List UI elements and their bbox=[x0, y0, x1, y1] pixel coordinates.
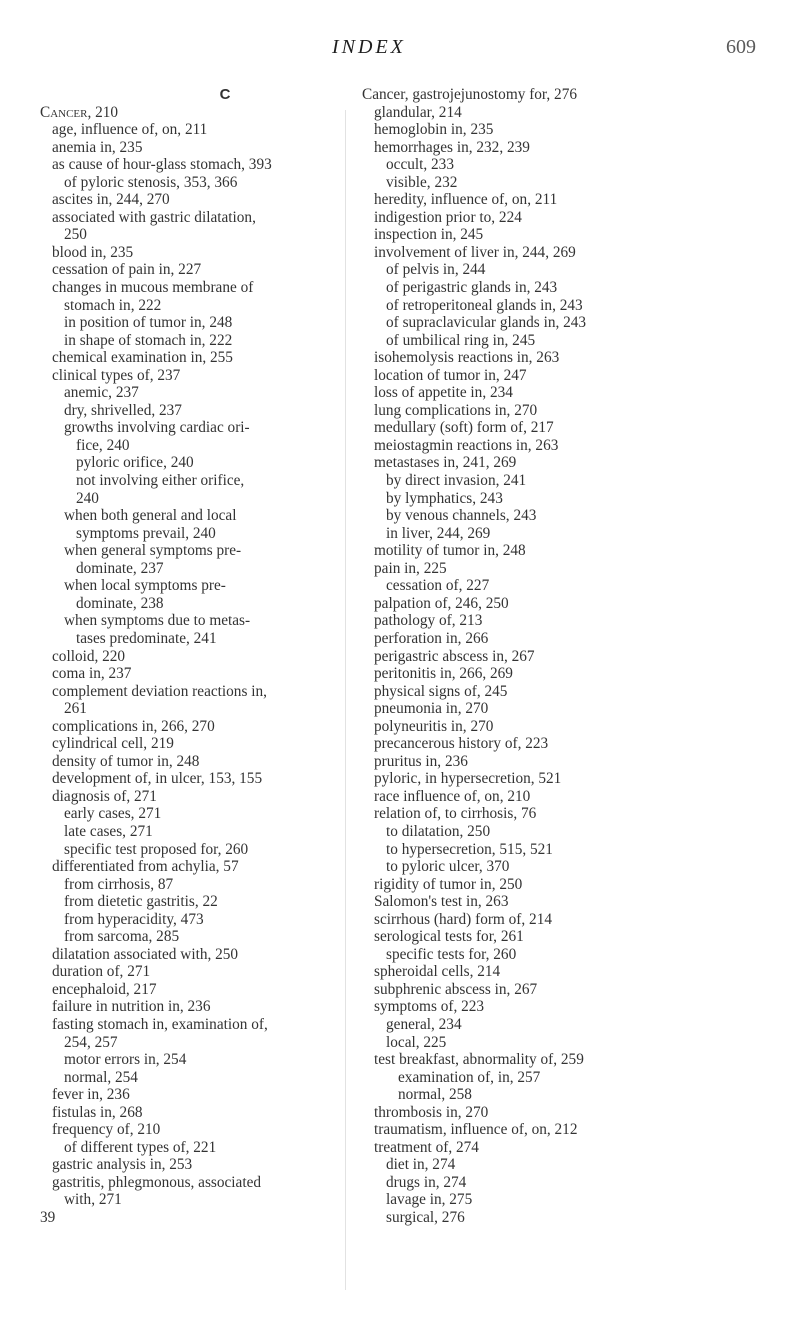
index-entry: palpation of, 246, 250 bbox=[374, 594, 509, 612]
index-entry: treatment of, 274 bbox=[374, 1138, 479, 1156]
index-entry: medullary (soft) form of, 217 bbox=[374, 419, 554, 437]
index-entry: race influence of, on, 210 bbox=[374, 787, 531, 805]
index-entry: to dilatation, 250 bbox=[386, 822, 491, 840]
index-entry: coma in, 237 bbox=[52, 665, 132, 683]
index-entry: development of, in ulcer, 153, 155 bbox=[52, 770, 263, 788]
index-entry: pain in, 225 bbox=[374, 559, 447, 577]
index-entry: peritonitis in, 266, 269 bbox=[374, 665, 513, 683]
index-entry: cessation of pain in, 227 bbox=[52, 261, 202, 279]
index-entry: from hyperacidity, 473 bbox=[64, 910, 204, 928]
index-entry: of perigastric glands in, 243 bbox=[386, 279, 558, 297]
index-entry: complications in, 266, 270 bbox=[52, 717, 215, 735]
index-entry: polyneuritis in, 270 bbox=[374, 717, 494, 735]
index-entry: of retroperitoneal glands in, 243 bbox=[386, 296, 583, 314]
index-entry: duration of, 271 bbox=[52, 963, 151, 981]
index-entry: relation of, to cirrhosis, 76 bbox=[374, 805, 537, 823]
index-entry: pneumonia in, 270 bbox=[374, 700, 489, 718]
index-entry: precancerous history of, 223 bbox=[374, 735, 549, 753]
index-entry: glandular, 214 bbox=[374, 103, 462, 121]
index-entry: of supraclavicular glands in, 243 bbox=[386, 314, 587, 332]
index-entry: serological tests for, 261 bbox=[374, 928, 524, 946]
index-entry: anemic, 237 bbox=[64, 384, 139, 402]
column-divider bbox=[345, 110, 346, 1290]
index-entry: Salomon's test in, 263 bbox=[374, 893, 509, 911]
index-entry: from cirrhosis, 87 bbox=[64, 875, 174, 893]
index-entry: pyloric, in hypersecretion, 521 bbox=[374, 770, 562, 788]
index-entry: subphrenic abscess in, 267 bbox=[374, 980, 538, 998]
index-entry: examination of, in, 257 bbox=[398, 1068, 541, 1086]
index-entry: indigestion prior to, 224 bbox=[374, 208, 522, 226]
index-entry: of different types of, 221 bbox=[64, 1138, 217, 1156]
index-entry: from dietetic gastritis, 22 bbox=[64, 893, 218, 911]
index-entry: 250 bbox=[64, 226, 87, 244]
index-entry: perforation in, 266 bbox=[374, 629, 489, 647]
index-entry: normal, 258 bbox=[398, 1086, 472, 1104]
index-entry: motility of tumor in, 248 bbox=[374, 542, 526, 560]
index-entry: fice, 240 bbox=[76, 436, 130, 454]
index-entry: lung complications in, 270 bbox=[374, 401, 538, 419]
index-entry: meiostagmin reactions in, 263 bbox=[374, 436, 559, 454]
page-header bbox=[0, 36, 800, 60]
index-column-right bbox=[362, 86, 794, 1227]
index-entry: late cases, 271 bbox=[64, 822, 153, 840]
index-entry: density of tumor in, 248 bbox=[52, 752, 200, 770]
index-entry: loss of appetite in, 234 bbox=[374, 384, 513, 402]
index-entry: in liver, 244, 269 bbox=[386, 524, 491, 542]
index-entry: stomach in, 222 bbox=[64, 296, 162, 314]
index-entry: symptoms prevail, 240 bbox=[76, 524, 216, 542]
index-entry: dilatation associated with, 250 bbox=[52, 945, 239, 963]
index-entry: diagnosis of, 271 bbox=[52, 787, 157, 805]
index-entry: lavage in, 275 bbox=[386, 1191, 473, 1209]
index-entry: diet in, 274 bbox=[386, 1156, 456, 1174]
index-entry: of pelvis in, 244 bbox=[386, 261, 486, 279]
index-entry: in position of tumor in, 248 bbox=[64, 314, 233, 332]
index-entry: symptoms of, 223 bbox=[374, 998, 485, 1016]
index-entry: in shape of stomach in, 222 bbox=[64, 331, 233, 349]
index-entry: surgical, 276 bbox=[386, 1209, 465, 1226]
index-entry: encephaloid, 217 bbox=[52, 980, 157, 998]
running-title: INDEX bbox=[332, 36, 406, 58]
index-entry: age, influence of, on, 211 bbox=[52, 121, 208, 139]
index-entry: when symptoms due to metas- bbox=[64, 612, 251, 630]
index-entry: isohemolysis reactions in, 263 bbox=[374, 349, 560, 367]
index-entry: spheroidal cells, 214 bbox=[374, 963, 501, 981]
index-entry: when general symptoms pre- bbox=[64, 542, 242, 560]
index-entry: traumatism, influence of, on, 212 bbox=[374, 1121, 578, 1139]
index-entry: drugs in, 274 bbox=[386, 1173, 467, 1191]
index-entry: rigidity of tumor in, 250 bbox=[374, 875, 523, 893]
index-entry: frequency of, 210 bbox=[52, 1121, 161, 1139]
index-entry: chemical examination in, 255 bbox=[52, 349, 233, 367]
index-entry: failure in nutrition in, 236 bbox=[52, 998, 211, 1016]
index-entry: specific test proposed for, 260 bbox=[64, 840, 249, 858]
index-column-left bbox=[40, 86, 340, 1227]
index-entry: anemia in, 235 bbox=[52, 138, 143, 156]
index-entry: specific tests for, 260 bbox=[386, 945, 517, 963]
index-entry: ascites in, 244, 270 bbox=[52, 191, 170, 209]
index-entry: clinical types of, 237 bbox=[52, 366, 181, 384]
index-entry: changes in mucous membrane of bbox=[52, 279, 254, 297]
index-entry: occult, 233 bbox=[386, 156, 454, 174]
index-entry: complement deviation reactions in, bbox=[52, 682, 267, 700]
section-letter: C bbox=[219, 86, 231, 103]
page-number: 609 bbox=[726, 36, 756, 58]
index-entry: fever in, 236 bbox=[52, 1086, 130, 1104]
index-entry: not involving either orifice, bbox=[76, 472, 245, 490]
index-entry: Cancer, gastrojejunostomy for, 276 bbox=[362, 86, 578, 103]
index-entry: differentiated from achylia, 57 bbox=[52, 858, 239, 876]
index-entry: cessation of, 227 bbox=[386, 577, 490, 595]
index-entry: 39 bbox=[40, 1209, 56, 1226]
index-entry: 261 bbox=[64, 700, 87, 718]
index-entry: general, 234 bbox=[386, 1015, 462, 1033]
index-entry: physical signs of, 245 bbox=[374, 682, 508, 700]
index-entry: location of tumor in, 247 bbox=[374, 366, 527, 384]
index-entry: from sarcoma, 285 bbox=[64, 928, 180, 946]
index-entry: metastases in, 241, 269 bbox=[374, 454, 517, 472]
index-entry: associated with gastric dilatation, bbox=[52, 208, 256, 226]
index-entry: thrombosis in, 270 bbox=[374, 1103, 489, 1121]
index-entry: by venous channels, 243 bbox=[386, 507, 537, 525]
index-entry: growths involving cardiac ori- bbox=[64, 419, 250, 437]
index-entry: colloid, 220 bbox=[52, 647, 126, 665]
index-entry: cylindrical cell, 219 bbox=[52, 735, 174, 753]
index-entry: by direct invasion, 241 bbox=[386, 472, 527, 490]
right-entries bbox=[362, 86, 794, 1227]
index-entry: heredity, influence of, on, 211 bbox=[374, 191, 558, 209]
index-entry: inspection in, 245 bbox=[374, 226, 484, 244]
index-entry: hemorrhages in, 232, 239 bbox=[374, 138, 530, 156]
index-entry: with, 271 bbox=[64, 1191, 122, 1209]
index-entry: early cases, 271 bbox=[64, 805, 162, 823]
index-entry: Cancer, 210 bbox=[40, 103, 119, 121]
index-entry: by lymphatics, 243 bbox=[386, 489, 503, 507]
index-entry: involvement of liver in, 244, 269 bbox=[374, 243, 576, 261]
index-entry: pyloric orifice, 240 bbox=[76, 454, 194, 472]
index-entry: of umbilical ring in, 245 bbox=[386, 331, 536, 349]
index-entry: perigastric abscess in, 267 bbox=[374, 647, 535, 665]
index-entry: gastritis, phlegmonous, associated bbox=[52, 1173, 262, 1191]
index-entry: local, 225 bbox=[386, 1033, 447, 1051]
index-entry: as cause of hour-glass stomach, 393 bbox=[52, 156, 272, 174]
index-entry: dry, shrivelled, 237 bbox=[64, 401, 182, 419]
index-entry: normal, 254 bbox=[64, 1068, 138, 1086]
index-entry: scirrhous (hard) form of, 214 bbox=[374, 910, 552, 928]
index-entry: fistulas in, 268 bbox=[52, 1103, 143, 1121]
index-entry: when local symptoms pre- bbox=[64, 577, 226, 595]
index-entry: visible, 232 bbox=[386, 173, 458, 191]
index-entry: pathology of, 213 bbox=[374, 612, 483, 630]
index-entry: dominate, 238 bbox=[76, 594, 164, 612]
index-entry: 240 bbox=[76, 489, 99, 507]
left-entries bbox=[40, 104, 340, 1227]
index-entry: to hypersecretion, 515, 521 bbox=[386, 840, 553, 858]
index-entry: 254, 257 bbox=[64, 1033, 118, 1051]
index-entry: to pyloric ulcer, 370 bbox=[386, 858, 510, 876]
index-entry: of pyloric stenosis, 353, 366 bbox=[64, 173, 238, 191]
index-entry: test breakfast, abnormality of, 259 bbox=[374, 1051, 584, 1069]
index-entry: when both general and local bbox=[64, 507, 237, 525]
index-entry: fasting stomach in, examination of, bbox=[52, 1015, 268, 1033]
index-entry: pruritus in, 236 bbox=[374, 752, 468, 770]
index-entry: hemoglobin in, 235 bbox=[374, 121, 494, 139]
index-entry: motor errors in, 254 bbox=[64, 1051, 187, 1069]
index-entry: tases predominate, 241 bbox=[76, 629, 217, 647]
index-entry: dominate, 237 bbox=[76, 559, 164, 577]
index-entry: blood in, 235 bbox=[52, 243, 134, 261]
index-entry: gastric analysis in, 253 bbox=[52, 1156, 193, 1174]
